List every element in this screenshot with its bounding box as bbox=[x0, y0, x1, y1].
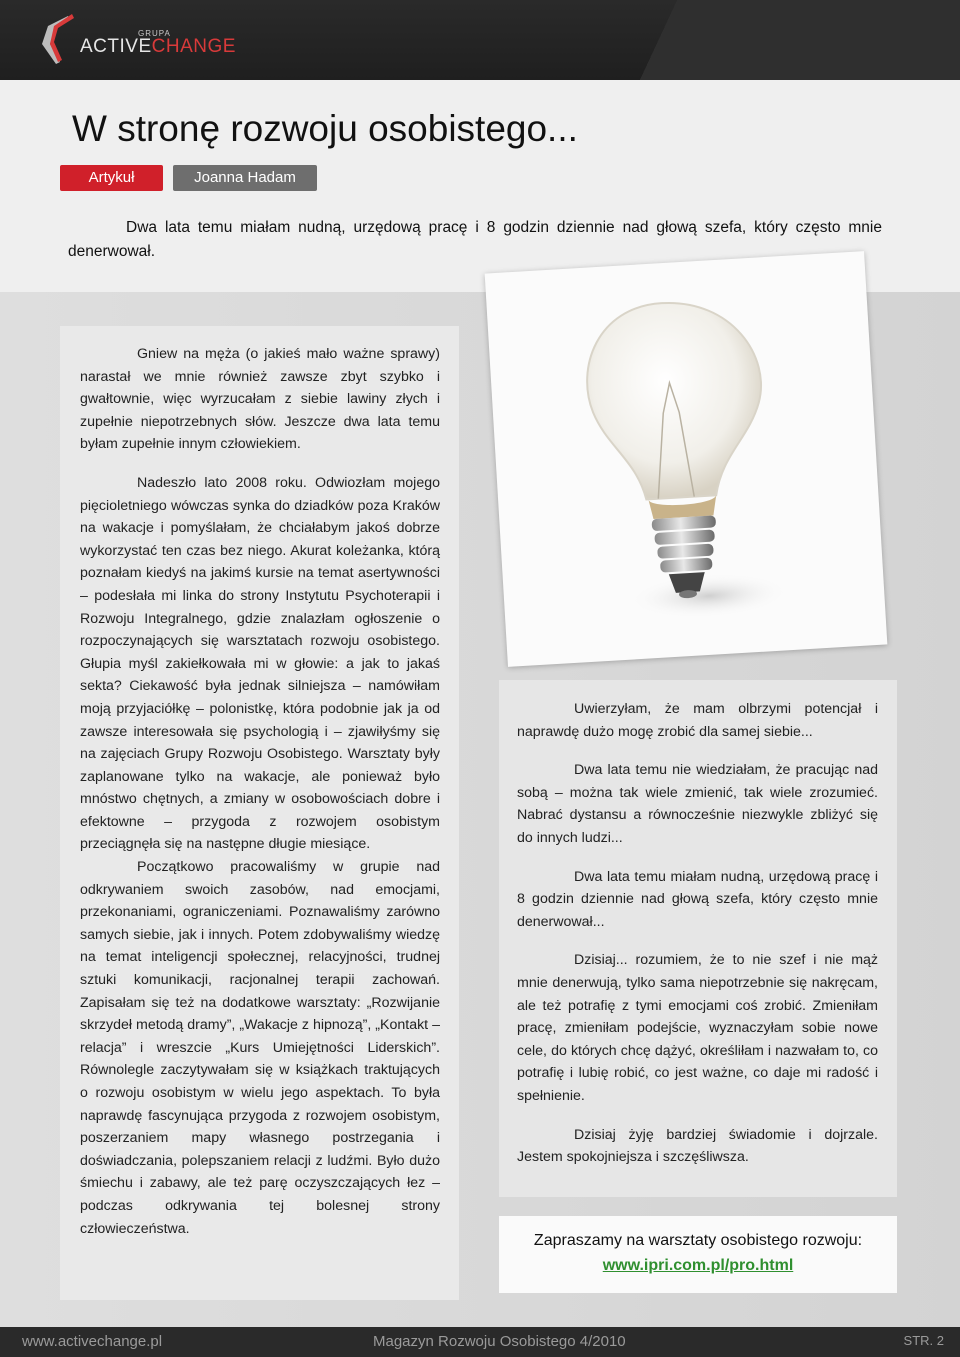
right-paragraph-4: Dzisiaj... rozumiem, że to nie szef i nie mąż mnie denerwują, tylko sama niepotrzebnie się nakręcam, ale też potrafię z tymi emocjami coś zrobić. Zmieniłam pracę, zmieniłam podejście, wyznaczyłam sobie nowe cele, do których chcę dążyć, określiłam i nazwałam to, co potrafię i lubię robić, co jest ważne, co daje mi radość i spełnienie. bbox=[517, 952, 878, 1104]
right-column bbox=[517, 698, 878, 1185]
left-column bbox=[80, 343, 440, 1240]
article-title: W stronę rozwoju osobistego... bbox=[72, 108, 578, 149]
invite-link[interactable]: www.ipri.com.pl/pro.html bbox=[602, 1257, 794, 1274]
article-intro: Dwa lata temu miałam nudną, urzędową pracę i 8 godzin dziennie nad głową szefa, który często mnie denerwował. bbox=[68, 219, 882, 260]
active-change-logo[interactable] bbox=[38, 14, 238, 66]
left-paragraph-1: Gniew na męża (o jakieś mało ważne sprawy) narastał we mnie również zawsze zbyt szybko i gwałtownie, więc wyrzucałam z siebie lawiny złych i zupełnie niepotrzebnych słów. Jeszcze dwa lata temu byłam zupełnie innym człowiekiem. bbox=[80, 346, 440, 453]
light-bulb-photo bbox=[485, 251, 888, 667]
author-tag: Joanna Hadam bbox=[173, 165, 317, 191]
logo-wordmark bbox=[80, 36, 236, 58]
logo-grupa: GRUPA bbox=[138, 29, 171, 38]
logo-active: ACTIVE bbox=[80, 36, 152, 57]
light-bulb-icon bbox=[485, 251, 888, 667]
page-footer bbox=[0, 1327, 960, 1357]
right-paragraph-2: Dwa lata temu nie wiedziałam, że pracując nad sobą – można tak wiele zmienić, tak wiele zrozumieć. Nabrać dystansu a równocześnie niezwykle zbliżyć się do innych ludzi... bbox=[517, 762, 878, 846]
footer-magazine: Magazyn Rozwoju Osobistego 4/2010 bbox=[373, 1333, 626, 1350]
left-paragraph-3: Początkowo pracowaliśmy w grupie nad odkrywaniem swoich zasobów, nad emocjami, przekonaniami, ograniczeniami. Poznawaliśmy zarówno samych siebie, jak i innych. Potem zdobywaliśmy wiedzę na temat inteligencji społecznej, relacyjności, trudnej sztuki komunikacji, racjonalnej terapii zachowań. Zapisałam się też na dodatkowe warsztaty: „Rozwijanie skrzydeł metodą dramy”, „Wakacje z hipnozą”, „Kontakt – relacja” i wreszcie „Kurs Umiejętności Liderskich”. Równolegle zaczytywałam się w książkach traktujących o rozwoju osobistym w wielu jego aspektach. To była naprawdę fascynująca przygoda z rozwojem osobistym, poszerzaniem mapy własnego postrzegania i doświadczania, polepszaniem relacji z ludźmi. Było dużo śmiechu i zabawy, ale też parę oczyszczających łez – podczas odkrywania tej bolesnej strony człowieczeństwa. bbox=[80, 859, 440, 1237]
header-stripe bbox=[540, 0, 960, 80]
logo-mark-icon bbox=[38, 14, 78, 66]
category-tag: Artykuł bbox=[60, 165, 163, 191]
footer-page-number: STR. 2 bbox=[903, 1333, 944, 1348]
logo-change: CHANGE bbox=[151, 36, 236, 57]
left-paragraph-2: Nadeszło lato 2008 roku. Odwiozłam mojego pięcioletniego wówczas synka do dziadków poza Kraków na wakacje i pomyślałam, że chciałabym jakoś dobrze wykorzystać ten czas bez niego. Akurat koleżanka, którą poznałam kiedyś na jakimś kursie na temat asertywności – podesłała mi linka do strony Instytutu Psychoterapii i Rozwoju Integralnego, gdzie znalazłam ogłoszenie o rozpoczynających się warsztatach rozwoju osobistego. Głupia myśl zakiełkowała mi w głowie: a jak to jakaś sekta? Ciekawość była jednak silniejsza – namówiłam moją przyjaciółkę – polonistkę, która podobnie jak ja od zawsze interesowała się psychologią i – zjawiłyśmy się na zajęciach Grupy Rozwoju Osobistego. Warsztaty były zaplanowane tylko na wakacje, ale ponieważ było mnóstwo chętnych, a zmiany w osobowościach dobre i efektowne – przygoda z rozwojem osobistym przeciągnęła się na następne długie miesiące. bbox=[80, 474, 440, 853]
footer-site-link[interactable]: www.activechange.pl bbox=[22, 1333, 163, 1350]
invite-box bbox=[499, 1216, 897, 1293]
right-paragraph-3: Dwa lata temu miałam nudną, urzędową pracę i 8 godzin dziennie nad głową szefa, który często mnie denerwował... bbox=[517, 868, 878, 930]
right-paragraph-1: Uwierzyłam, że mam olbrzymi potencjał i naprawdę dużo mogę zrobić dla samej siebie... bbox=[517, 701, 878, 740]
invite-text: Zapraszamy na warsztaty osobistego rozwoju: bbox=[533, 1232, 863, 1249]
page-header bbox=[0, 0, 960, 80]
right-paragraph-5: Dzisiaj żyję bardziej świadomie i dojrzale. Jestem spokojniejsza i szczęśliwsza. bbox=[517, 1126, 878, 1166]
